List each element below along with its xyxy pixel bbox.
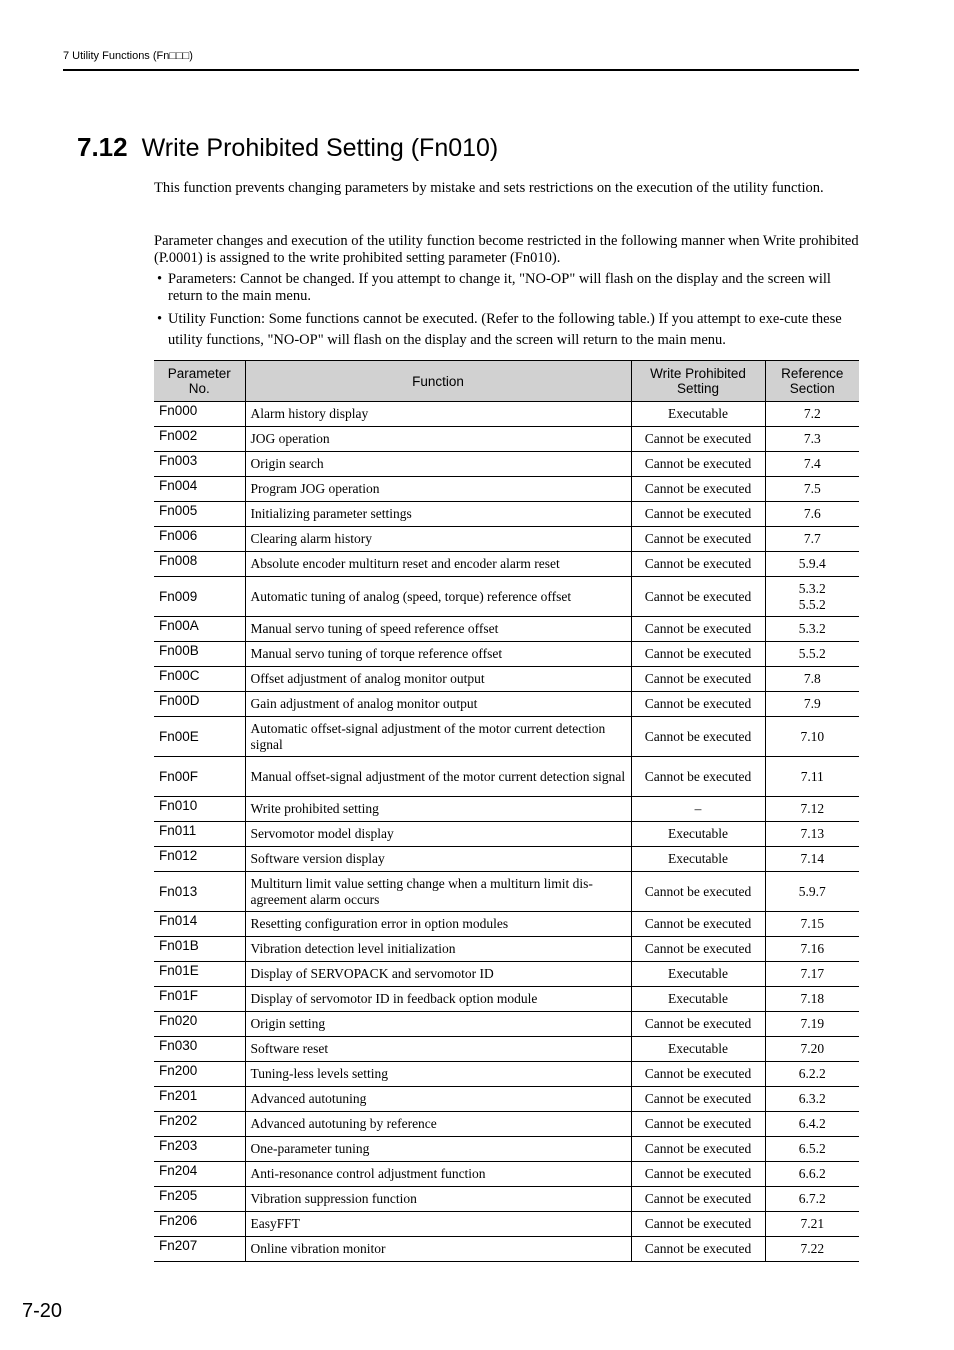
cell-reference-section: 7.12: [765, 797, 859, 822]
cell-function: Initializing parameter settings: [245, 502, 631, 527]
cell-parameter-no: Fn00D: [154, 692, 245, 717]
cell-parameter-no: Fn005: [154, 502, 245, 527]
cell-reference-section: 7.11: [765, 757, 859, 797]
table-row: [154, 617, 859, 642]
cell-reference-section: 7.16: [765, 937, 859, 962]
cell-write-prohibited: Cannot be executed: [631, 477, 765, 502]
table-row: [154, 1062, 859, 1087]
cell-parameter-no: Fn203: [154, 1137, 245, 1162]
cell-parameter-no: Fn00B: [154, 642, 245, 667]
table-row: [154, 872, 859, 912]
cell-write-prohibited: Cannot be executed: [631, 937, 765, 962]
table-row: [154, 667, 859, 692]
cell-parameter-no: Fn002: [154, 427, 245, 452]
cell-parameter-no: Fn020: [154, 1012, 245, 1037]
cell-function: Resetting configuration error in option modules: [245, 912, 631, 937]
cell-reference-section: 6.3.2: [765, 1087, 859, 1112]
cell-function: JOG operation: [245, 427, 631, 452]
section-number: 7.12: [77, 132, 128, 162]
cell-function: Write prohibited setting: [245, 797, 631, 822]
cell-function: Software version display: [245, 847, 631, 872]
cell-parameter-no: Fn030: [154, 1037, 245, 1062]
table-header-row: [154, 361, 859, 402]
cell-write-prohibited: Cannot be executed: [631, 1087, 765, 1112]
cell-parameter-no: Fn01B: [154, 937, 245, 962]
cell-function: Tuning-less levels setting: [245, 1062, 631, 1087]
cell-reference-section: 7.17: [765, 962, 859, 987]
cell-parameter-no: Fn202: [154, 1112, 245, 1137]
cell-parameter-no: Fn01E: [154, 962, 245, 987]
cell-reference-section: 7.21: [765, 1212, 859, 1237]
cell-write-prohibited: Executable: [631, 987, 765, 1012]
cell-function: Automatic tuning of analog (speed, torque) reference offset: [245, 577, 631, 617]
cell-function: Gain adjustment of analog monitor output: [245, 692, 631, 717]
cell-reference-section: 7.5: [765, 477, 859, 502]
cell-function: Advanced autotuning by reference: [245, 1112, 631, 1137]
cell-write-prohibited: Cannot be executed: [631, 642, 765, 667]
cell-write-prohibited: Cannot be executed: [631, 1162, 765, 1187]
cell-parameter-no: Fn010: [154, 797, 245, 822]
section-heading: [77, 132, 498, 163]
cell-function: Online vibration monitor: [245, 1237, 631, 1262]
cell-parameter-no: Fn006: [154, 527, 245, 552]
cell-function: Vibration suppression function: [245, 1187, 631, 1212]
cell-write-prohibited: Executable: [631, 1037, 765, 1062]
header-function: Function: [245, 361, 631, 402]
table-row: [154, 452, 859, 477]
cell-write-prohibited: Cannot be executed: [631, 1062, 765, 1087]
cell-write-prohibited: Cannot be executed: [631, 552, 765, 577]
cell-parameter-no: Fn012: [154, 847, 245, 872]
bullet-text: Parameters: Cannot be changed. If you attempt to change it, "NO-OP" will flash on the display and the screen will return to the main menu.: [168, 271, 831, 304]
cell-write-prohibited: Cannot be executed: [631, 617, 765, 642]
table-row: [154, 797, 859, 822]
cell-parameter-no: Fn201: [154, 1087, 245, 1112]
cell-reference-section: 7.7: [765, 527, 859, 552]
cell-function: EasyFFT: [245, 1212, 631, 1237]
cell-write-prohibited: Cannot be executed: [631, 452, 765, 477]
cell-write-prohibited: Cannot be executed: [631, 1187, 765, 1212]
intro-paragraph: This function prevents changing parameters by mistake and sets restrictions on the execution of the utility function.: [154, 180, 824, 196]
header-parameter-no: Parameter No.: [154, 361, 245, 402]
table-row: [154, 912, 859, 937]
cell-write-prohibited: Executable: [631, 402, 765, 427]
cell-reference-section: 6.7.2: [765, 1187, 859, 1212]
cell-reference-section: 5.3.2: [765, 617, 859, 642]
cell-function: Origin search: [245, 452, 631, 477]
cell-write-prohibited: Executable: [631, 847, 765, 872]
cell-function: Manual servo tuning of torque reference offset: [245, 642, 631, 667]
cell-reference-section: 7.19: [765, 1012, 859, 1037]
cell-write-prohibited: Cannot be executed: [631, 757, 765, 797]
table-row: [154, 527, 859, 552]
table-body: [154, 402, 859, 1262]
cell-function: Servomotor model display: [245, 822, 631, 847]
cell-reference-section: 7.13: [765, 822, 859, 847]
cell-parameter-no: Fn011: [154, 822, 245, 847]
cell-write-prohibited: Cannot be executed: [631, 912, 765, 937]
cell-function: Multiturn limit value setting change when a multiturn limit dis-agreement alarm occurs: [245, 872, 631, 912]
header-write-prohibited: Write Prohibited Setting: [631, 361, 765, 402]
cell-function: Advanced autotuning: [245, 1087, 631, 1112]
cell-parameter-no: Fn003: [154, 452, 245, 477]
cell-reference-section: 7.22: [765, 1237, 859, 1262]
header-rule: [63, 69, 859, 71]
cell-function: Alarm history display: [245, 402, 631, 427]
cell-parameter-no: Fn00C: [154, 667, 245, 692]
cell-reference-section: 7.10: [765, 717, 859, 757]
cell-write-prohibited: Cannot be executed: [631, 1137, 765, 1162]
table-row: [154, 757, 859, 797]
table-row: [154, 1237, 859, 1262]
table-row: [154, 477, 859, 502]
table-row: [154, 1012, 859, 1037]
table-row: [154, 1137, 859, 1162]
cell-write-prohibited: Executable: [631, 962, 765, 987]
table-row: [154, 937, 859, 962]
restriction-paragraph: Parameter changes and execution of the utility function become restricted in the following manner when Write prohibited (P.0001) is assigned to the write prohibited setting parameter (Fn010).: [154, 233, 859, 266]
cell-reference-section: 6.2.2: [765, 1062, 859, 1087]
cell-write-prohibited: Cannot be executed: [631, 577, 765, 617]
cell-reference-section: 6.4.2: [765, 1112, 859, 1137]
cell-parameter-no: Fn004: [154, 477, 245, 502]
cell-reference-section: 7.2: [765, 402, 859, 427]
running-header: 7 Utility Functions (Fn□□□): [63, 50, 193, 62]
cell-reference-section: 5.9.4: [765, 552, 859, 577]
cell-reference-section: 7.15: [765, 912, 859, 937]
cell-reference-section: 7.20: [765, 1037, 859, 1062]
cell-reference-section: 6.5.2: [765, 1137, 859, 1162]
cell-function: Display of servomotor ID in feedback option module: [245, 987, 631, 1012]
cell-reference-section: 5.9.7: [765, 872, 859, 912]
cell-parameter-no: Fn008: [154, 552, 245, 577]
cell-reference-section: 7.14: [765, 847, 859, 872]
cell-function: One-parameter tuning: [245, 1137, 631, 1162]
list-item: [157, 309, 857, 351]
cell-parameter-no: Fn205: [154, 1187, 245, 1212]
cell-function: Display of SERVOPACK and servomotor ID: [245, 962, 631, 987]
table-row: [154, 847, 859, 872]
cell-parameter-no: Fn00E: [154, 717, 245, 757]
cell-function: Vibration detection level initialization: [245, 937, 631, 962]
cell-write-prohibited: Cannot be executed: [631, 692, 765, 717]
bullet-icon: •: [157, 271, 163, 287]
cell-reference-section: 5.3.2 5.5.2: [765, 577, 859, 617]
cell-write-prohibited: Cannot be executed: [631, 1112, 765, 1137]
cell-write-prohibited: Cannot be executed: [631, 527, 765, 552]
table-row: [154, 987, 859, 1012]
cell-parameter-no: Fn009: [154, 577, 245, 617]
cell-write-prohibited: Cannot be executed: [631, 667, 765, 692]
table-row: [154, 1162, 859, 1187]
cell-reference-section: 7.18: [765, 987, 859, 1012]
cell-parameter-no: Fn01F: [154, 987, 245, 1012]
bullet-icon: •: [157, 311, 163, 327]
cell-function: Manual offset-signal adjustment of the motor current detection signal: [245, 757, 631, 797]
header-reference-section: Reference Section: [765, 361, 859, 402]
table-row: [154, 1087, 859, 1112]
table-row: [154, 962, 859, 987]
bullet-text: Utility Function: Some functions cannot be executed. (Refer to the following table.) If you attempt to exe-cute these utility functions, "NO-OP" will flash on the display and the screen will return to the main menu.: [168, 311, 842, 348]
table-row: [154, 1187, 859, 1212]
cell-function: Software reset: [245, 1037, 631, 1062]
cell-parameter-no: Fn204: [154, 1162, 245, 1187]
table-row: [154, 692, 859, 717]
table-row: [154, 822, 859, 847]
cell-function: Clearing alarm history: [245, 527, 631, 552]
cell-parameter-no: Fn00A: [154, 617, 245, 642]
cell-parameter-no: Fn014: [154, 912, 245, 937]
cell-function: Anti-resonance control adjustment function: [245, 1162, 631, 1187]
table-row: [154, 1037, 859, 1062]
page-number: 7-20: [22, 1300, 63, 1322]
cell-function: Origin setting: [245, 1012, 631, 1037]
cell-parameter-no: Fn206: [154, 1212, 245, 1237]
table-row: [154, 717, 859, 757]
cell-function: Manual servo tuning of speed reference offset: [245, 617, 631, 642]
restriction-list: [157, 271, 857, 351]
cell-write-prohibited: Cannot be executed: [631, 1212, 765, 1237]
cell-function: Program JOG operation: [245, 477, 631, 502]
cell-parameter-no: Fn200: [154, 1062, 245, 1087]
cell-reference-section: 7.3: [765, 427, 859, 452]
cell-reference-section: 7.9: [765, 692, 859, 717]
cell-write-prohibited: Cannot be executed: [631, 1237, 765, 1262]
cell-parameter-no: Fn207: [154, 1237, 245, 1262]
cell-write-prohibited: Cannot be executed: [631, 427, 765, 452]
cell-write-prohibited: –: [631, 797, 765, 822]
table-row: [154, 552, 859, 577]
table-row: [154, 642, 859, 667]
cell-function: Absolute encoder multiturn reset and encoder alarm reset: [245, 552, 631, 577]
table-row: [154, 502, 859, 527]
table-row: [154, 1112, 859, 1137]
cell-write-prohibited: Cannot be executed: [631, 502, 765, 527]
cell-reference-section: 5.5.2: [765, 642, 859, 667]
table-row: [154, 577, 859, 617]
cell-reference-section: 7.6: [765, 502, 859, 527]
table-row: [154, 427, 859, 452]
cell-write-prohibited: Cannot be executed: [631, 872, 765, 912]
cell-reference-section: 7.8: [765, 667, 859, 692]
table-row: [154, 1212, 859, 1237]
cell-parameter-no: Fn013: [154, 872, 245, 912]
list-item: [157, 271, 857, 305]
cell-write-prohibited: Executable: [631, 822, 765, 847]
cell-write-prohibited: Cannot be executed: [631, 1012, 765, 1037]
cell-parameter-no: Fn00F: [154, 757, 245, 797]
cell-parameter-no: Fn000: [154, 402, 245, 427]
table-row: [154, 402, 859, 427]
cell-reference-section: 7.4: [765, 452, 859, 477]
cell-reference-section: 6.6.2: [765, 1162, 859, 1187]
cell-function: Offset adjustment of analog monitor output: [245, 667, 631, 692]
cell-write-prohibited: Cannot be executed: [631, 717, 765, 757]
utility-function-table: [154, 360, 859, 1262]
section-title: Write Prohibited Setting (Fn010): [141, 134, 499, 162]
cell-function: Automatic offset-signal adjustment of the motor current detection signal: [245, 717, 631, 757]
